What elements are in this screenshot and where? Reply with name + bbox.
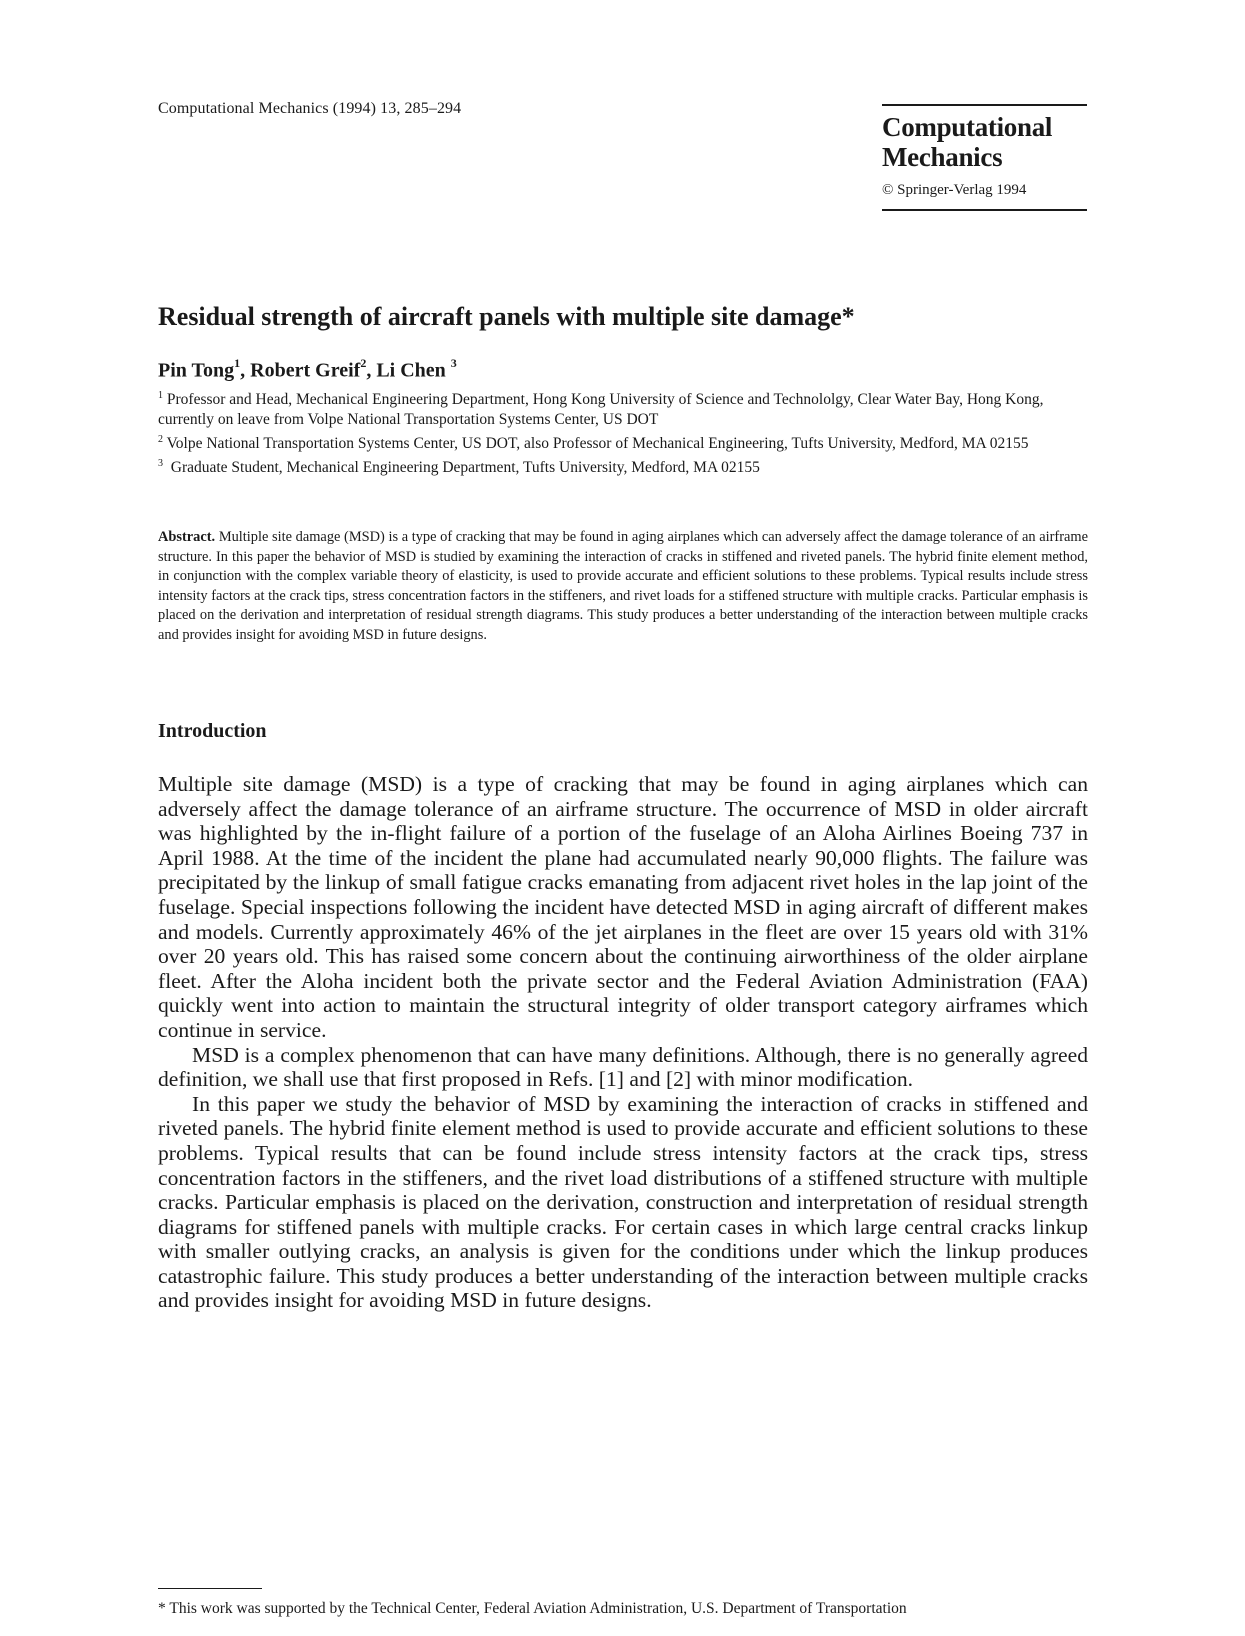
affiliation-mark: 2: [158, 434, 163, 446]
masthead-top-rule: [882, 104, 1087, 106]
author-affiliation-mark: 1: [234, 356, 241, 370]
affiliation-mark: 3: [158, 458, 163, 470]
footnote: * This work was supported by the Technical Center, Federal Aviation Administration, U.S. Department of Transportation: [158, 1600, 907, 1617]
author-affiliation-mark: 3: [450, 356, 457, 370]
abstract: [158, 528, 1088, 646]
journal-name-line1: Computational: [882, 112, 1053, 142]
author-name: Robert Greif: [250, 359, 361, 382]
affiliation-text: Graduate Student, Mechanical Engineering Department, Tufts University, Medford, MA 02155: [170, 459, 760, 477]
affiliation-list: [158, 386, 1088, 478]
body-paragraph: MSD is a complex phenomenon that can have many definitions. Although, there is no generally agreed definition, we shall use that first proposed in Refs. [1] and [2] with minor modification.: [158, 1042, 1088, 1092]
journal-citation: Computational Mechanics (1994) 13, 285–294: [158, 100, 462, 117]
abstract-text: Multiple site damage (MSD) is a type of cracking that may be found in aging airplanes which can adversely affect the damage tolerance of an airframe structure. In this paper the behavior of MSD is studied by examining the interaction of cracks in stiffened and riveted panels. The hybrid finite element method, in conjunction with the complex variable theory of elasticity, is used to provide accurate and efficient solutions to these problems. Typical results include stress intensity factors at the crack tips, stress concentration factors in the stiffeners, and rivet loads for a stiffened structure with multiple cracks. Particular emphasis is placed on the derivation and interpretation of residual strength diagrams. This study produces a better understanding of the interaction between multiple cracks and provides insight for avoiding MSD in future designs.: [158, 529, 1088, 643]
author-separator: ,: [240, 359, 251, 382]
copyright-notice: © Springer-Verlag 1994: [882, 182, 1027, 198]
footnote-rule: [158, 1588, 262, 1589]
masthead-bottom-rule: [882, 209, 1087, 211]
paper-title: Residual strength of aircraft panels with multiple site damage*: [158, 302, 855, 331]
affiliation-text: Volpe National Transportation Systems Center, US DOT, also Professor of Mechanical Engineering, Tufts University, Medford, MA 02155: [166, 435, 1029, 453]
affiliation-item: [158, 430, 1088, 454]
affiliation-mark: 1: [158, 390, 163, 401]
body-paragraph: Multiple site damage (MSD) is a type of cracking that may be found in aging airplanes which can adversely affect the damage tolerance of an airframe structure. The occurrence of MSD in older aircraft was highlighted by the in-flight failure of a portion of the fuselage of an Aloha Airlines Boeing 737 in April 1988. At the time of the incident the plane had accumulated nearly 90,000 flights. The failure was precipitated by the linkup of small fatigue cracks emanating from adjacent rivet holes in the lap joint of the fuselage. Special inspections following the incident have detected MSD in aging aircraft of different makes and models. Currently approximately 46% of the jet airplanes in the fleet are over 15 years old with 31% over 20 years old. This has raised some concern about the continuing airworthiness of the older airplane fleet. After the Aloha incident both the private sector and the Federal Aviation Administration (FAA) quickly went into action to maintain the structural integrity of older transport category airframes which continue in service.: [158, 772, 1088, 1042]
introduction-body: [158, 772, 1088, 1313]
author-affiliation-mark: 2: [360, 356, 367, 370]
affiliation-item: [158, 386, 1088, 430]
journal-masthead: [882, 104, 1087, 211]
author-name: Li Chen: [376, 359, 446, 382]
section-heading-introduction: Introduction: [158, 720, 267, 742]
author-separator: ,: [366, 359, 377, 382]
abstract-label: Abstract.: [158, 529, 216, 545]
affiliation-item: [158, 454, 1088, 478]
body-paragraph: In this paper we study the behavior of MSD by examining the interaction of cracks in stiffened and riveted panels. The hybrid finite element method is used to provide accurate and efficient solutions to these problems. Typical results that can be found include stress intensity factors at the crack tips, stress concentration factors in the stiffeners, and the rivet load distributions of a stiffened structure with multiple cracks. Particular emphasis is placed on the derivation, construction and interpretation of residual strength diagrams for stiffened panels with multiple cracks. For certain cases in which large central cracks linkup with smaller outlying cracks, an analysis is given for the conditions under which the linkup produces catastrophic failure. This study produces a better understanding of the interaction between multiple cracks and provides insight for avoiding MSD in future designs.: [158, 1091, 1088, 1313]
author-list: [158, 358, 457, 383]
affiliation-text: Professor and Head, Mechanical Engineering Department, Hong Kong University of Science and Technololgy, Clear Water Bay, Hong Kong, currently on leave from Volpe National Transportation Systems Center, US DOT: [158, 391, 1044, 429]
journal-name: [882, 112, 1087, 172]
author-name: Pin Tong: [158, 359, 235, 382]
journal-name-line2: Mechanics: [882, 142, 1003, 172]
